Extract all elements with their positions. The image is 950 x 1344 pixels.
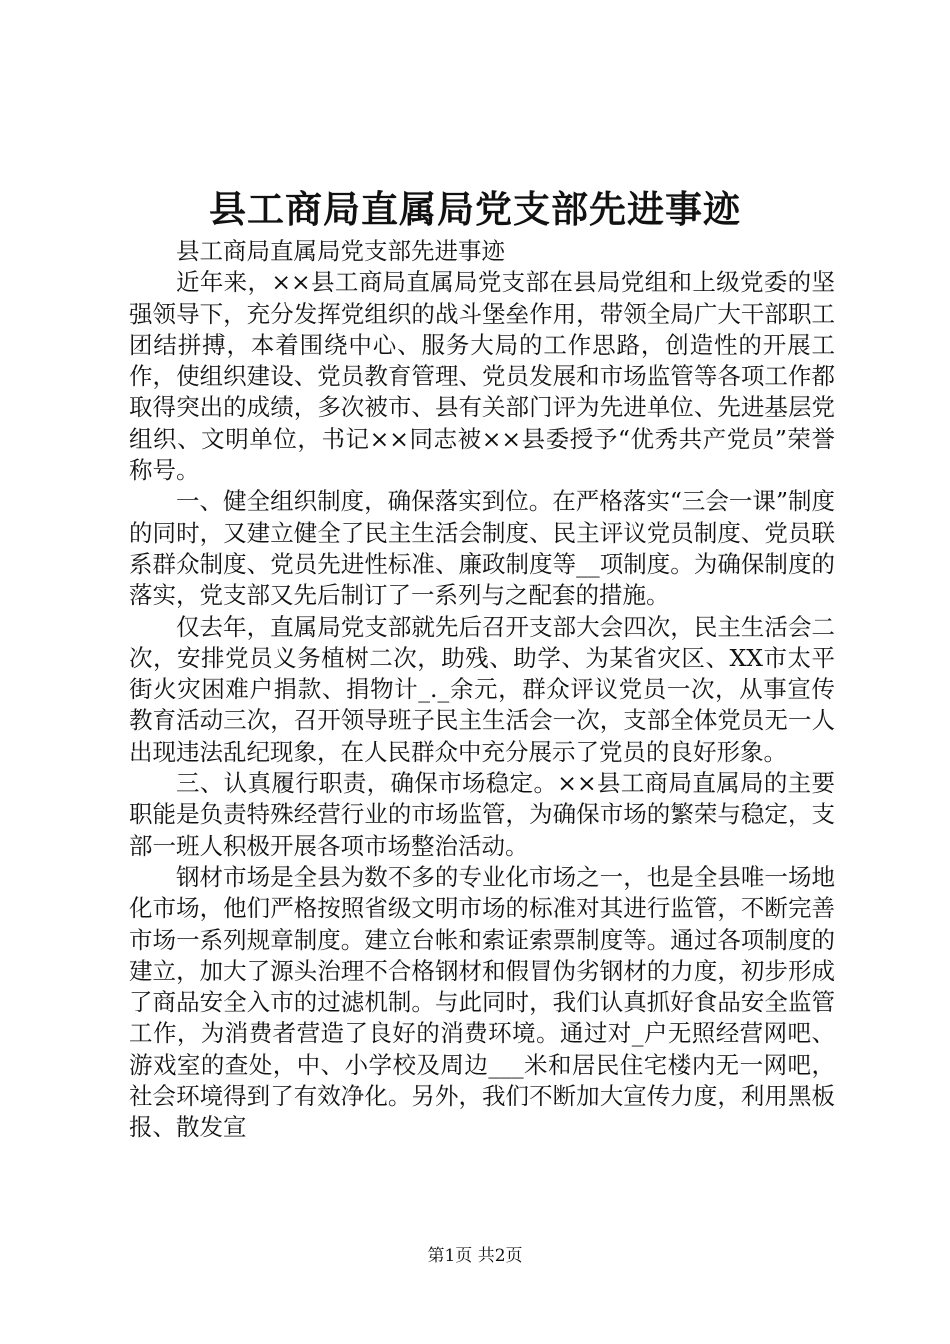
paragraph-section-three: 三、认真履行职责，确保市场稳定。××县工商局直属局的主要职能是负责特殊经营行业的市场监管，为确保市场的繁荣与稳定，支部一班人积极开展各项市场整治活动。 bbox=[129, 769, 835, 860]
page-number-footer: 第1页 共2页 bbox=[427, 1246, 523, 1266]
document-title: 县工商局直属局党支部先进事迹 bbox=[209, 187, 741, 231]
document-body bbox=[129, 236, 835, 1144]
paragraph-last-year: 仅去年，直属局党支部就先后召开支部大会四次，民主生活会二次，安排党员义务植树二次，助残、助学、为某省灾区、XX市太平街火灾困难户捐款、捐物计_._余元，群众评议党员一次，从事宣传教育活动三次，召开领导班子民主生活会一次，支部全体党员无一人出现违法乱纪现象，在人民群众中充分展示了党员的良好形象。 bbox=[129, 612, 835, 766]
paragraph-section-one: 一、健全组织制度，确保落实到位。在严格落实“三会一课”制度的同时，又建立健全了民主生活会制度、民主评议党员制度、党员联系群众制度、党员先进性标准、廉政制度等__项制度。为确保制度的落实，党支部又先后制订了一系列与之配套的措施。 bbox=[129, 487, 835, 610]
paragraph-subtitle: 县工商局直属局党支部先进事迹 bbox=[176, 237, 505, 265]
paragraph-intro: 近年来，××县工商局直属局党支部在县局党组和上级党委的坚强领导下，充分发挥党组织的战斗堡垒作用，带领全局广大干部职工团结拼搏，本着围绕中心、服务大局的工作思路，创造性的开展工作，使组织建设、党员教育管理、党员发展和市场监管等各项工作都取得突出的成绩，多次被市、县有关部门评为先进单位、先进基层党组织、文明单位，书记××同志被××县委授予“优秀共产党员”荣誉称号。 bbox=[129, 268, 835, 485]
paragraph-steel-market: 钢材市场是全县为数不多的专业化市场之一，也是全县唯一场地化市场，他们严格按照省级文明市场的标准对其进行监管，不断完善市场一系列规章制度。建立台帐和索证索票制度等。通过各项制度的建立，加大了源头治理不合格钢材和假冒伪劣钢材的力度，初步形成了商品安全入市的过滤机制。与此同时，我们认真抓好食品安全监管工作，为消费者营造了良好的消费环境。通过对_户无照经营网吧、游戏室的查处，中、小学校及周边___米和居民住宅楼内无一网吧，社会环境得到了有效净化。另外，我们不断加大宣传力度，利用黑板报、散发宣 bbox=[129, 862, 835, 1142]
